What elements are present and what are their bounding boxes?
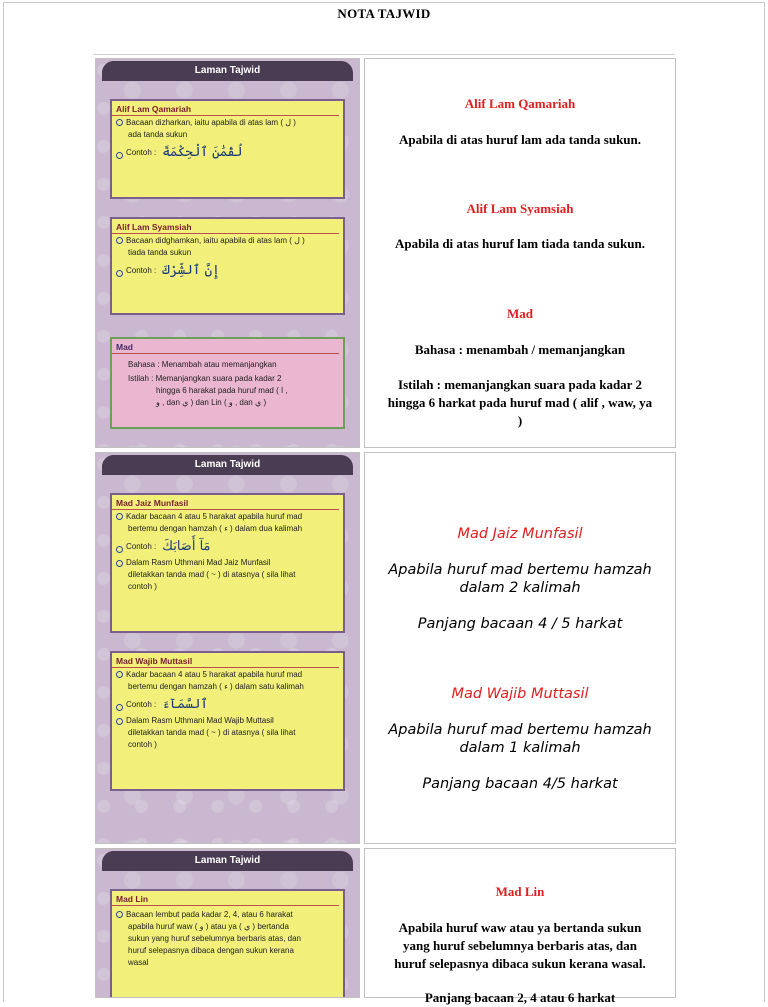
note-heading: Alif Lam Syamsiah bbox=[466, 201, 574, 216]
note-heading: Alif Lam Qamariah bbox=[464, 96, 576, 111]
notes-cell bbox=[364, 452, 676, 844]
notes-cell bbox=[364, 848, 676, 1005]
box-title: Mad Jaiz Munfasil bbox=[112, 495, 339, 510]
box-title: Mad bbox=[112, 339, 339, 354]
note-text: Apabila huruf waw atau ya bertanda sukun bbox=[398, 920, 642, 935]
note-heading: Mad Lin bbox=[495, 884, 545, 899]
table-row bbox=[93, 450, 677, 846]
title-divider bbox=[93, 54, 675, 55]
arabic-example: مَآ أَصَابَكَ bbox=[162, 539, 211, 554]
bullet-icon bbox=[116, 560, 123, 567]
note-heading: Mad bbox=[507, 306, 533, 321]
box-title: Mad Wajib Muttasil bbox=[112, 653, 339, 668]
note-heading: Mad Wajib Muttasil bbox=[451, 686, 589, 702]
bullet-icon bbox=[116, 119, 123, 126]
bullet-icon bbox=[116, 718, 123, 725]
box-mad-jaiz-munfasil: Mad Jaiz Munfasil Kadar bacaan 4 atau 5 harakat apabila huruf mad bertemu dengan hamzah ( ء ) dalam dua kalimah Contoh : مَآ أَصَابَكَ Dalam Rasm Uthmani Mad Jaiz Munfasil diletakkan tanda mad ( ~ ) di atasnya ( sila lihat contoh ) bbox=[110, 493, 345, 633]
note-text: Istilah : memanjangkan suara pada kadar 2 bbox=[398, 377, 642, 392]
note-text: Apabila huruf mad bertemu hamzah bbox=[388, 562, 652, 578]
table-row bbox=[93, 56, 677, 450]
tajwid-card-image bbox=[95, 848, 360, 998]
bullet-icon bbox=[116, 237, 123, 244]
box-mad-lin: Mad Lin Bacaan lembut pada kadar 2, 4, atau 6 harakat apabila huruf waw ( و ) atau ya ( ي ) bertanda sukun yang huruf sebelumnya berbaris atas, dan huruf selepasnya dibaca dengan sukun kerana wasal bbox=[110, 889, 345, 998]
note-text: hingga 6 harkat pada huruf mad ( alif , waw, ya bbox=[387, 395, 653, 410]
note-text: dalam 2 kalimah bbox=[459, 580, 581, 596]
note-text: yang huruf sebelumnya berbaris atas, dan bbox=[402, 938, 638, 953]
bullet-icon bbox=[116, 671, 123, 678]
bullet-icon bbox=[116, 152, 123, 159]
bullet-icon bbox=[116, 911, 123, 918]
note-text: Apabila di atas huruf lam tiada tanda sukun. bbox=[395, 236, 645, 251]
bullet-icon bbox=[116, 270, 123, 277]
box-mad-wajib-muttasil: Mad Wajib Muttasil Kadar bacaan 4 atau 5 harakat apabila huruf mad bertemu dengan hamzah ( ء ) dalam satu kalimah Contoh : ٱلسَّمَآءَ Dalam Rasm Uthmani Mad Wajib Muttasil diletakkan tanda mad ( ~ ) di atasnya ( sila lihat contoh ) bbox=[110, 651, 345, 791]
note-text: Apabila huruf mad bertemu hamzah bbox=[388, 722, 652, 738]
card-header: Laman Tajwid bbox=[102, 455, 353, 475]
page-title: NOTA TAJWID bbox=[337, 6, 431, 21]
table-row bbox=[93, 846, 677, 1005]
bullet-icon bbox=[116, 513, 123, 520]
box-alif-lam-qamariah: Alif Lam Qamariah Bacaan dizharkan, iaitu apabila di atas lam ( ل ) ada tanda sukun Contoh : لُقْمَٰنَ ٱلْحِكْمَةَ bbox=[110, 99, 345, 199]
note-text: Apabila di atas huruf lam ada tanda sukun. bbox=[398, 132, 642, 147]
card-header: Laman Tajwid bbox=[102, 61, 353, 81]
arabic-example: ٱلسَّمَآءَ bbox=[162, 697, 208, 712]
box-alif-lam-syamsiah: Alif Lam Syamsiah Bacaan didghamkan, iaitu apabila di atas lam ( ل ) tiada tanda sukun Contoh : إِنَّ ٱلشِّرْكَ bbox=[110, 217, 345, 315]
note-text: Panjang bacaan 4/5 harkat bbox=[422, 776, 618, 792]
note-text: Bahasa : menambah / memanjangkan bbox=[414, 342, 626, 357]
arabic-example: لُقْمَٰنَ ٱلْحِكْمَةَ bbox=[162, 145, 243, 160]
note-heading: Mad Jaiz Munfasil bbox=[457, 526, 583, 542]
note-text: Panjang bacaan 4 / 5 harkat bbox=[417, 616, 623, 632]
note-text: huruf selepasnya dibaca sukun kerana wasal. bbox=[394, 956, 646, 971]
tajwid-card-image bbox=[95, 58, 360, 448]
box-title: Alif Lam Syamsiah bbox=[112, 219, 339, 234]
card-header: Laman Tajwid bbox=[102, 851, 353, 871]
note-text: ) bbox=[517, 413, 523, 428]
note-text: Panjang bacaan 2, 4 atau 6 harkat bbox=[424, 990, 616, 1005]
notes-cell bbox=[364, 58, 676, 448]
box-mad: Mad Bahasa : Menambah atau memanjangkan Istilah : Memanjangkan suara pada kadar 2 hingga 6 harakat pada huruf mad ( ا , و , dan ي ) dan Lin ( و , dan ي ) bbox=[110, 337, 345, 429]
box-title: Mad Lin bbox=[112, 891, 339, 906]
box-title: Alif Lam Qamariah bbox=[112, 101, 339, 116]
tajwid-card-image bbox=[95, 452, 360, 844]
arabic-example: إِنَّ ٱلشِّرْكَ bbox=[162, 263, 220, 278]
note-text: dalam 1 kalimah bbox=[459, 740, 581, 756]
